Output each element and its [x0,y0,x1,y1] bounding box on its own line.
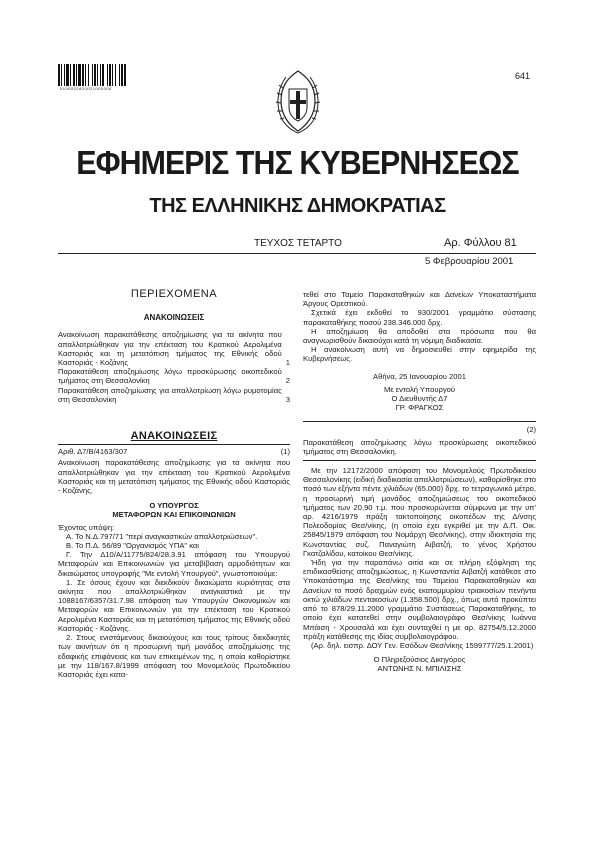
ann1-intro: Ανακοίνωση παρακατάθεσης αποζημίωσης για τα ακίνητα που απαλλοτριώθηκαν για την επέκταση του Κρατικού Αερολιμένα Καστοριάς και τη μετατόπιση τμήματος της Εθνικής οδού Καστοριάς - Κοζάνης. [58,458,290,496]
section-rule [58,444,290,445]
ann2-sign-2: ΑΝΤΩΝΗΣ Ν. ΜΠΙΛΙΣΗΣ [377,664,462,674]
sign-line-3: ΓΡ. ΦΡΑΓΚΟΣ [395,403,444,413]
ann1-number: (1) [280,447,290,457]
announcement-divider [303,460,536,461]
ministry-name: ΜΕΤΑΦΟΡΩΝ ΚΑΙ ΕΠΙΚΟΙΝΩΝΙΩΝ [112,510,236,520]
para-b: Β. Το Π.Δ. 56/89 "Οργανισμός ΥΠΑ" και [66,541,199,551]
c2-para-1: τεθεί στο Ταμείο Παρακαταθηκών και Δανείων Υποκαταστήματα Άργους Ορεστικού. [303,290,536,309]
para-c: Γ. Την Δ10/Α/11775/824/28.3.91 απόφαση του Υπουργού Μεταφορών και Επικοινωνιών για μεταβίβαση αρμοδιότητων και δικαιώματος υπογραφής "Με εντολή Υπουργού", γνωστοποιούμε: [58,550,290,578]
c2-para-3: Η αποζημίωση θα αποδοθεί στα πρόσωπα που θα αναγνωρισθούν δικαιούχοι κατά τη νόμιμη διαδικασία. [303,326,536,346]
toc-item[interactable] [58,367,290,385]
left-column [58,290,290,679]
c2-para-4: Η ανακοίνωση αυτή να δημοσιευθεί στην εφημερίδα της Κυβερνήσεως. [303,345,536,364]
toc-item-page: 1 [285,358,290,368]
ann2-ref: (Αρ. δηλ. εισπρ. ΔΟΥ Γεν. Εσόδων Θεσ/νίκης 1599777/25.1.2001) [311,640,534,650]
ann2-number: (2) [526,425,536,435]
announcement-divider [303,421,536,422]
toc-item-text: Παρακατάθεση αποζημίωσης λόγω προσκύρωσης οικοπεδικού τμήματος στη Θεσσαλονίκη [58,367,282,386]
sign-line-2: Ο Διευθυντής Δ7 [391,394,448,404]
ann2-title: Παρακατάθεση αποζημίωσης λόγω προσκύρωσης οικοπεδικού τμήματος στη Θεσσαλονίκη. [303,437,536,456]
gazette-title: ΕΦΗΜΕΡΙΣ ΤΗΣ ΚΥΒΕΡΝΗΣΕΩΣ [76,144,519,181]
toc-item-text: Παρακατάθεση αποζημίωσης για απαλλοτρίωση λόγω ρυμοτομίας στη Θεσσαλονίκη [58,385,282,404]
coat-of-arms-icon [271,67,325,135]
para-a: Α. Το Ν.Δ.797/71 "περί αναγκαστικών απαλλοτριώσεων". [66,531,258,541]
gazette-subtitle: ΤΗΣ ΕΛΛΗΝΙΚΗΣ ΔΗΜΟΚΡΑΤΙΑΣ [149,195,446,217]
ann2-body-2: Ήδη για την παραπάνω αιτία και σε πλήρη εξόφληση της επιδικασθείσης αποζημιώσεως, η Κωνσταντία Αιβατζή κατάθεσε στο Υποκατάστημα της Θεσ/νίκης του Ταμείου Παρακαταθηκών και Δανείων το ποσό δραχμών ενός εκατομμυρίου τριακοσίων πενήντα οκτώ χιλιάδων πεντακοσίων (1.358.500) δρχ., όπως αυτό προκύπτει από το 878/29.11.2000 γραμμάτιο Συστάσεως Παρακαταθήκης, το οποίο έχει κατατεθεί στην συμβολαιογράφο Θεσ/νίκης Ιωάννα Μπάιση - Χρουσαλά και έχει συνταχθεί η με αρ. 82754/5.12.2000 πράξη κατάθεσης της ιδίας συμβολαιογράφου. [303,558,536,641]
issue-date: 5 Φεβρουαρίου 2001 [425,256,514,267]
announcements-heading: ΑΝΑΚΟΙΝΩΣΕΙΣ [130,430,218,443]
considering: Έχοντας υπόψη: [58,522,115,532]
toc-item[interactable] [58,330,290,367]
sheet-number: Αρ. Φύλλου 81 [444,237,517,249]
page-number: 641 [515,71,531,81]
barcode [58,62,149,86]
toc-item-text: Ανακοίνωση παρακατάθεσης αποζημίωσης για τα ακίνητα που απαλλοτριώθηκαν για την επέκταση του Κρατικού Αερολιμένα Καστοριάς και τη μετατόπιση τμήματος της Εθνικής οδού Καστοριάς - Κοζάνης [58,330,282,368]
toc-heading: ΠΕΡΙΕΧΟΜΕΝΑ [130,288,218,300]
toc-list [58,330,290,404]
toc-section: ΑΝΑΚΟΙΝΩΣΕΙΣ [143,313,205,323]
c2-para-2: Σχετικά έχει εκδοθεί το 930/2001 γραμμάτιο σύστασης παρακαταθήκης ποσού 238.346.000 δρχ. [303,308,536,327]
toc-item[interactable] [58,386,290,404]
toc-item-page: 2 [285,376,290,386]
sign-date: Αθήνα, 25 Ιανουαρίου 2001 [373,371,466,381]
para-1: 1. Σε όσους έχουν και διεκδικούν δικαιώματα κυριότητας στα ακίνητα που απαλλοτριώθηκαν αναγκαστικά με την 1088167/6357/31.7.98 απόφαση των Υπουργών Οικονομικών και Μεταφορών και Επικοινωνιών για την επέκταση του Κρατικού Αερολιμένα Καστοριάς και τη μετατόπιση τμήματος της Εθνικής οδού Καστοριάς - Κοζάνης. [58,577,290,633]
ann2-body: Με την 12172/2000 απόφαση του Μονομελούς Πρωτοδικείου Θεσσαλονίκης (ειδική διαδικασία απαλλοτριώσεων), καθορίσθηκε στο ποσό των εξήντα πέντε χιλιάδων (65.000) δρχ. το τετραγωνικό μέτρο, η προσωρινή τιμή μονάδος αποζημιώσεως του οικοπεδικού τμήματος των 20,90 τ.μ. που προσκυρώνεται σύμφωνα με την υπ' αρ. 4216/1979 πράξη τακτοποίησης οικοπέδων της Δ/νσης Πολεοδομίας Θεσ/νίκης, (η οποία έχει εγκριθεί με την Δ.Π. Οικ. 25845/1979 απόφαση του Νομάρχη Θεσ/νίκης), στην ιδιοκτησία της Κωνσταντίας συζ. Παναγιώτη Αιβατζή, το γένος Χρήστου Γκατζαλίδου, κατοίκου Θεσ/νίκης. [303,466,536,558]
toc-item-page: 3 [285,394,290,404]
ann1-ref-row [58,447,290,456]
para-2: 2. Στους ενιστάμενους δικαιούχους και τους τρίτους διεκδικητές των ακινήτων ότι η προσωρινή τιμή μονάδος αποζημίωσης της εδαφικής επιφάνειας και των επικειμένων της, η οποία καθορίστηκε με την 118/167.8/1999 απόφαση του Μονομελούς Πρωτοδικείου Καστοριάς έχει κατα- [58,633,290,679]
issue-label: ΤΕΥΧΟΣ ΤΕΤΑΡΤΟ [254,238,342,249]
header-rule [58,253,536,254]
minister-title: Ο ΥΠΟΥΡΓΟΣ [149,501,199,511]
right-column [303,290,536,674]
ann1-ref: Αριθ. Δ7/Β/4163/307 [58,447,128,457]
sign-line-1: Με εντολή Υπουργού [383,384,456,394]
barcode-number: 0100002820021000000 [60,86,112,91]
ann2-sign-1: Ο Πληρεξούσιος Δικηγόρος [373,655,466,665]
